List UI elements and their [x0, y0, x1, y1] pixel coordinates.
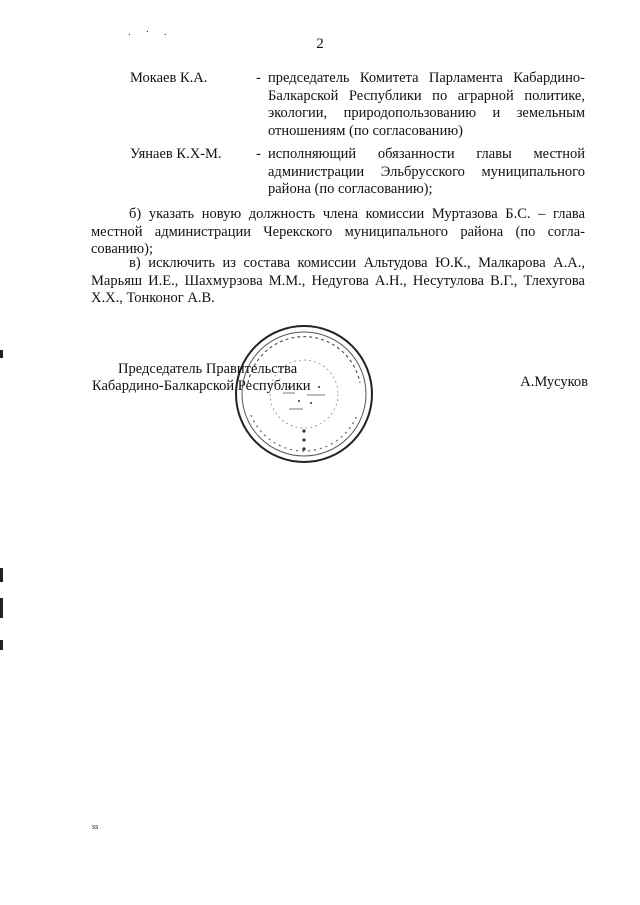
page-number: 2 — [316, 36, 324, 52]
paragraph-v: в) исключить из состава комиссии Альтудова Ю.К., Малкарова А.А., Марьяш И.Е., Шахмурзова М.М., Недугова А.Н., Несутулова В.Г., Тлехугова Х.Х., Тонконог А.В. — [91, 255, 585, 306]
member-name: Уянаев К.Х-М. — [130, 146, 222, 162]
margin-mark — [0, 568, 3, 582]
signature-title-line2: Кабардино-Балкарской Республики — [92, 378, 311, 394]
margin-mark — [0, 640, 3, 650]
member-entry — [130, 146, 585, 200]
margin-mark — [0, 350, 3, 358]
member-description: исполняющий обязанности главы местной администрации Эльбрусского муниципального района (по согласованию); — [268, 146, 585, 197]
signature-name: А.Мусуков — [520, 374, 588, 390]
top-marks: . · . — [128, 26, 173, 38]
footer-mark: ss — [92, 822, 99, 831]
member-entry — [130, 70, 585, 140]
paragraph-b: б) указать новую должность члена комиссии Муртазова Б.С. – глава местной администрации Черекского муниципального района (по согла-сованию); — [91, 206, 585, 257]
signature-title-line1: Председатель Правительства — [118, 361, 298, 377]
member-name: Мокаев К.А. — [130, 70, 208, 86]
member-description: председатель Комитета Парламента Кабардино-Балкарской Республики по аграрной политике, экологии, природопользованию и земельным отношениям (по согласованию) — [268, 70, 585, 139]
margin-mark — [0, 598, 3, 618]
member-dash: - — [256, 146, 261, 162]
member-dash: - — [256, 70, 261, 86]
